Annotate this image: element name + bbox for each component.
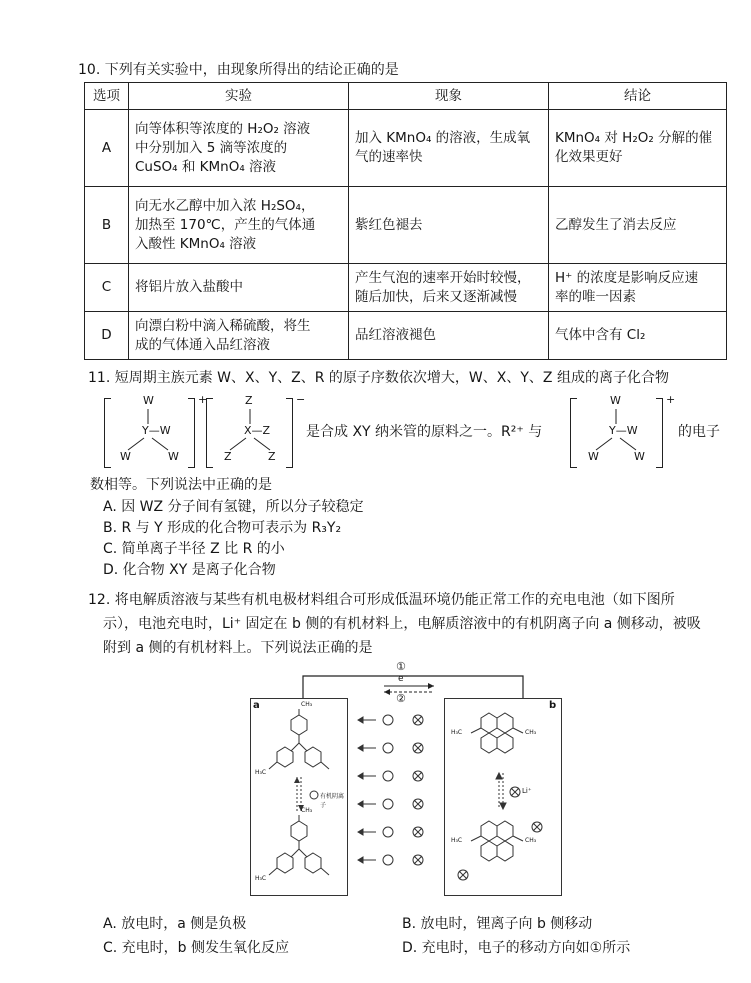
q12-option-d: D. 充电时，电子的移动方向如①所示	[402, 940, 631, 956]
phenomenon-cell: 品红溶液褪色	[349, 312, 549, 360]
q12-stem-line-2: 示），电池充电时，Li⁺ 固定在 b 侧的有机材料上，电解质溶液中的有机阴离子向 a 侧移动，被吸	[103, 616, 701, 632]
q12-option-a: A. 放电时，a 侧是负极	[103, 916, 247, 932]
bond-label: X—Z	[244, 424, 271, 437]
h3c-label: H₃C	[451, 837, 463, 844]
h3c-label: H₃C	[255, 875, 267, 882]
option-cell: A	[85, 110, 129, 187]
atom-label: Z	[224, 450, 232, 463]
atom-label: W	[143, 394, 154, 407]
atom-label: W	[610, 394, 621, 407]
ion-bonds	[118, 404, 184, 454]
option-cell: C	[85, 264, 129, 312]
cell-line: 气的速率快	[355, 149, 423, 165]
phenomenon-cell	[349, 264, 549, 312]
electrode-a-label: a	[253, 700, 260, 711]
table-row	[85, 264, 727, 312]
experiment-cell	[129, 312, 349, 360]
bracket-left	[104, 398, 111, 468]
cell-line: 加入 KMnO₄ 的溶液，生成氧	[355, 130, 531, 146]
cell-line: 随后加快，后来又逐渐减慢	[355, 288, 517, 305]
li-ion-label: Li⁺	[522, 787, 532, 795]
electrode-b-label: b	[549, 700, 557, 711]
bracket-right	[188, 398, 195, 468]
q12-stem-line-1: 12. 将电解质溶液与某些有机电极材料组合可形成低温环境仍能正常工作的充电电池（如下图所	[88, 592, 675, 608]
h3c-label: H₃C	[255, 769, 267, 776]
anion-label: 有机阴离子	[320, 793, 345, 809]
ch3-label: CH₃	[301, 701, 313, 708]
bracket-left	[206, 398, 213, 468]
q11-option-d: D. 化合物 XY 是离子化合物	[103, 562, 276, 578]
charge-label: +	[198, 393, 208, 406]
path-1-label: ①	[396, 660, 406, 673]
option-cell: D	[85, 312, 129, 360]
header-phenomenon: 现象	[349, 83, 549, 110]
atom-label: W	[168, 450, 179, 463]
ions-grid	[352, 698, 442, 894]
ion-bonds	[586, 404, 652, 454]
charge-label: +	[666, 393, 676, 406]
cell-line: 入酸性 KMnO₄ 溶液	[135, 235, 257, 252]
cell-line: H⁺ 的浓度是影响反应速	[555, 269, 699, 286]
cell-line: 率的唯一因素	[555, 288, 636, 305]
q12-option-b: B. 放电时，锂离子向 b 侧移动	[402, 916, 593, 932]
q12-option-c: C. 充电时，b 侧发生氧化反应	[103, 940, 290, 956]
phenomenon-cell: 紫红色褪去	[349, 187, 549, 264]
atom-label: W	[120, 450, 131, 463]
bond-label: Y—W	[142, 424, 171, 437]
ch3-label: CH₃	[301, 807, 313, 814]
conclusion-cell: 乙醇发生了消去反应	[549, 187, 727, 264]
q11-stem-2: 数相等。下列说法中正确的是	[90, 477, 272, 493]
table-row	[85, 110, 727, 187]
electrode-a	[250, 698, 348, 896]
molecule-b	[445, 699, 561, 895]
cell-line: KMnO₄ 对 H₂O₂ 分解的催	[555, 130, 713, 146]
q10-stem: 10. 下列有关实验中，由现象所得出的结论正确的是	[78, 62, 399, 78]
header-conclusion: 结论	[549, 83, 727, 110]
atom-label: W	[634, 450, 645, 463]
experiment-cell	[129, 187, 349, 264]
table-row	[85, 187, 727, 264]
q11-mid-text: 是合成 XY 纳米管的原料之一。R²⁺ 与	[306, 424, 543, 440]
ch3-label: CH₃	[525, 837, 537, 844]
cell-line: 向无水乙醇中加入浓 H₂SO₄，	[135, 197, 315, 214]
electrode-b	[444, 698, 562, 896]
h3c-label: H₃C	[451, 729, 463, 736]
electron-label: e⁻	[398, 674, 409, 684]
atom-label: Z	[268, 450, 276, 463]
q11-options	[103, 497, 364, 581]
bracket-right	[656, 398, 663, 468]
charge-label: −	[296, 393, 306, 406]
path-2-label: ②	[396, 692, 406, 705]
experiment-cell	[129, 110, 349, 187]
cell-line: 化效果更好	[555, 149, 623, 165]
cell-line: 向漂白粉中滴入稀硫酸，将生	[135, 317, 311, 334]
experiment-cell: 将铝片放入盐酸中	[129, 264, 349, 312]
bond-label: Y—W	[609, 424, 638, 437]
q11-option-c: C. 简单离子半径 Z 比 R 的小	[103, 541, 285, 557]
conclusion-cell: 气体中含有 Cl₂	[549, 312, 727, 360]
conclusion-cell	[549, 264, 727, 312]
atom-label: W	[588, 450, 599, 463]
table-header-row	[85, 83, 727, 110]
q11-option-b: B. R 与 Y 形成的化合物可表示为 R₃Y₂	[103, 520, 342, 536]
atom-label: Z	[245, 394, 253, 407]
option-cell: B	[85, 187, 129, 264]
bracket-left	[570, 398, 577, 468]
cell-line: 产生气泡的速率开始时较慢，	[355, 269, 531, 286]
phenomenon-cell	[349, 110, 549, 187]
cell-line: 中分别加入 5 滴等浓度的	[135, 139, 288, 156]
cell-line: 成的气体通入品红溶液	[135, 336, 270, 353]
q11-tail-text: 的电子	[678, 424, 720, 440]
ion-bonds	[220, 404, 286, 454]
cell-line: 向等体积等浓度的 H₂O₂ 溶液	[135, 120, 311, 137]
header-experiment: 实验	[129, 83, 349, 110]
conclusion-cell	[549, 110, 727, 187]
q11-stem: 11. 短周期主族元素 W、X、Y、Z、R 的原子序数依次增大，W、X、Y、Z 组成的离子化合物	[88, 370, 669, 386]
cell-line: 加热至 170℃，产生的气体通	[135, 216, 316, 233]
q12-stem-line-3: 附到 a 侧的有机材料上。下列说法正确的是	[103, 640, 373, 656]
ch3-label: CH₃	[525, 729, 537, 736]
header-option: 选项	[85, 83, 129, 110]
q10-table	[84, 82, 727, 360]
bracket-right	[286, 398, 293, 468]
table-row	[85, 312, 727, 360]
cell-line: CuSO₄ 和 KMnO₄ 溶液	[135, 158, 277, 175]
q11-option-a: A. 因 WZ 分子间有氢键，所以分子较稳定	[103, 499, 364, 515]
battery-figure	[248, 658, 578, 898]
